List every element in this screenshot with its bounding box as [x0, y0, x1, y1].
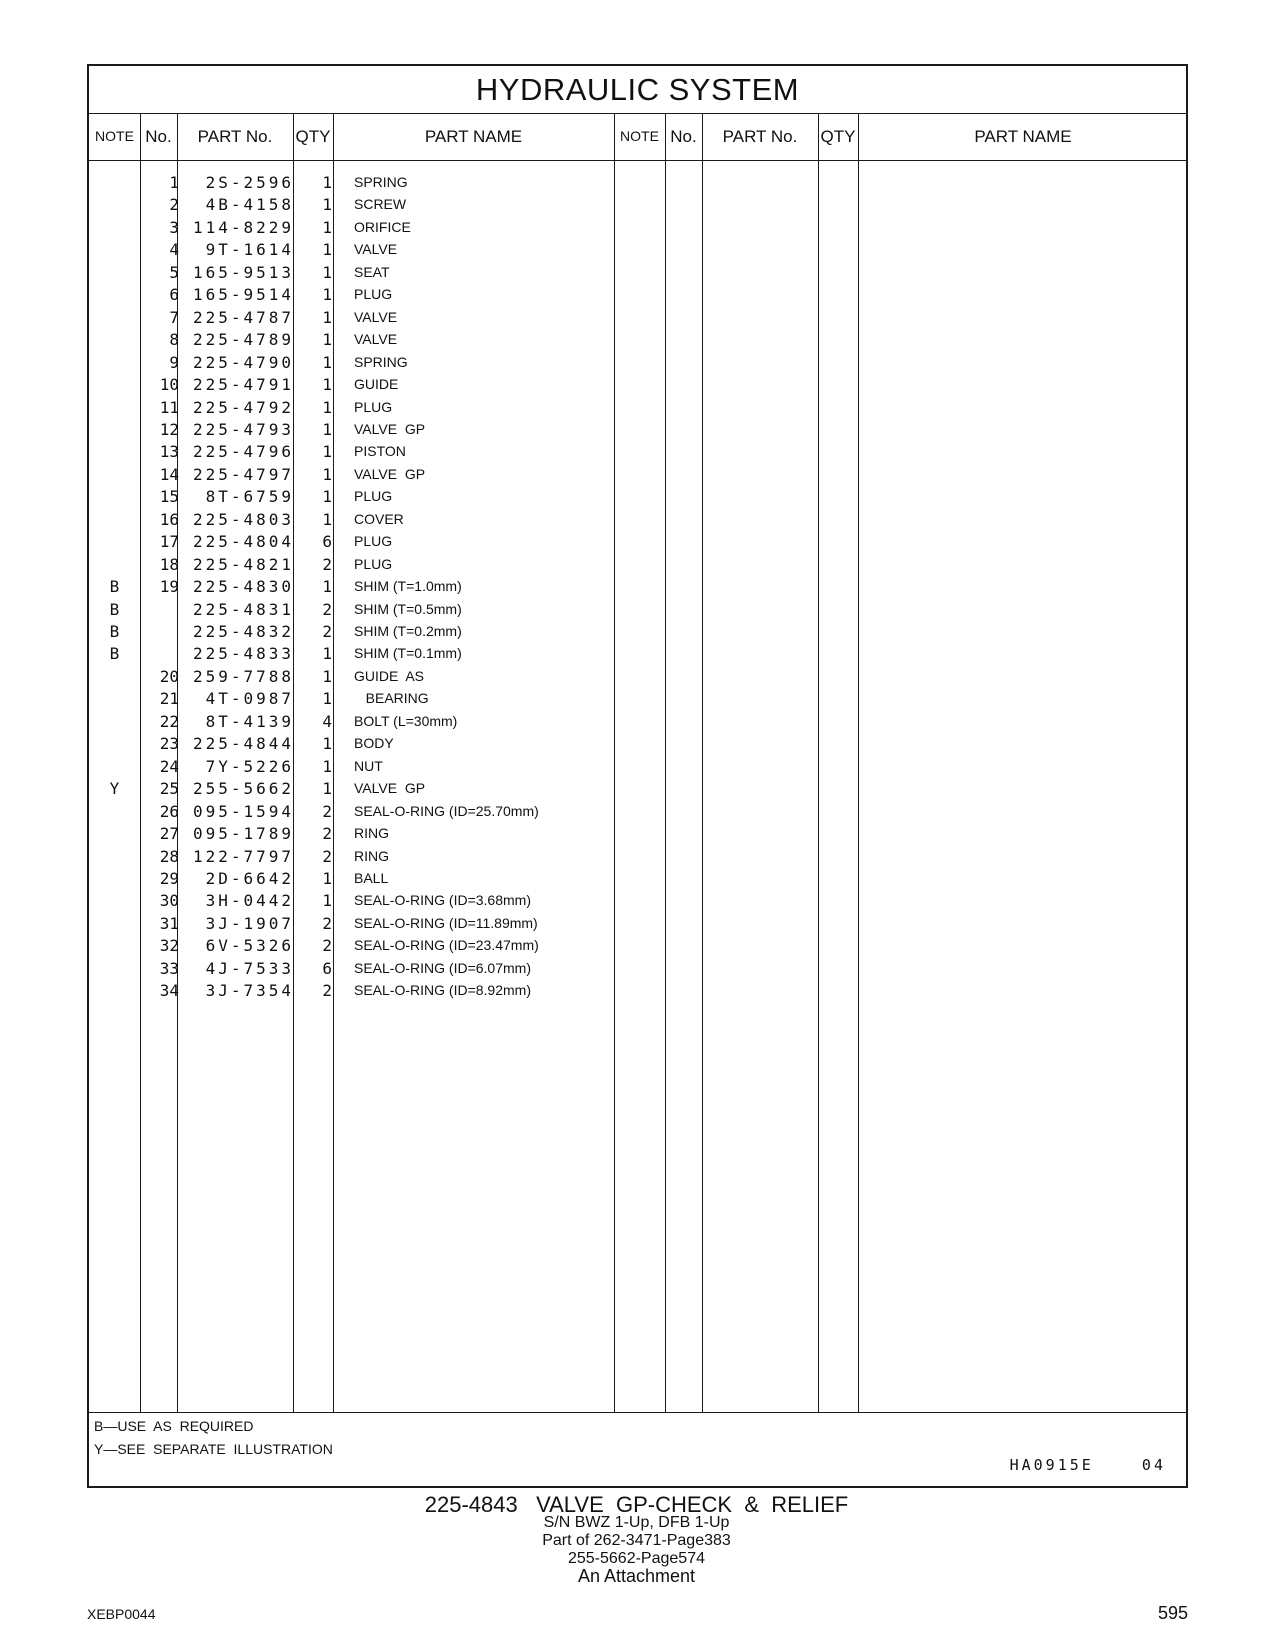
part-name-cell: SEAL-O-RING (ID=3.68mm): [354, 892, 531, 909]
part-name-cell: VALVE: [354, 241, 398, 258]
part-number-cell: 165-9514: [192, 285, 294, 305]
quantity-cell: 1: [322, 487, 332, 507]
table-row: [89, 598, 1186, 621]
quantity-cell: 1: [322, 217, 332, 237]
table-row: [89, 665, 1186, 688]
note-cell: [89, 755, 140, 778]
header-part-no-left: PART No.: [177, 113, 293, 161]
item-number-cell: 26: [159, 801, 179, 821]
item-number-cell: 27: [159, 824, 179, 844]
note-cell: B: [109, 622, 120, 641]
item-number-cell: 33: [159, 958, 179, 978]
item-number-cell: 9: [169, 352, 179, 372]
quantity-cell: 2: [322, 801, 332, 821]
item-number-cell: 21: [159, 689, 179, 709]
note-cell: [89, 979, 140, 1002]
quantity-cell: 1: [322, 419, 332, 439]
part-name-cell: PISTON: [354, 443, 406, 460]
item-number-cell: 16: [159, 509, 179, 529]
table-row: [89, 845, 1186, 868]
header-part-no-right: PART No.: [702, 113, 818, 161]
table-row: [89, 620, 1186, 643]
table-row: [89, 351, 1186, 374]
header-qty-left: QTY: [293, 113, 333, 161]
part-name-cell: PLUG: [354, 286, 393, 303]
table-row: [89, 261, 1186, 284]
note-cell: [89, 216, 140, 239]
note-cell: B: [109, 577, 120, 597]
part-name-cell: GUIDE AS: [354, 667, 425, 684]
note-cell: [89, 171, 140, 194]
item-number-cell: 23: [159, 734, 179, 754]
quantity-cell: 1: [322, 891, 332, 911]
table-row: [89, 373, 1186, 396]
table-row: [89, 171, 1186, 194]
item-number-cell: 17: [159, 532, 179, 552]
quantity-cell: 2: [322, 622, 332, 641]
part-number-cell: 4T-0987: [205, 689, 294, 709]
part-number-cell: 255-5662: [192, 779, 294, 799]
quantity-cell: 1: [322, 352, 332, 372]
note-cell: [89, 283, 140, 306]
quantity-cell: 1: [322, 442, 332, 462]
part-name-cell: SCREW: [354, 196, 407, 213]
table-row: [89, 777, 1186, 800]
item-number-cell: 19: [159, 577, 179, 597]
section-title: HYDRAULIC SYSTEM: [89, 66, 1186, 114]
note-cell: [89, 530, 140, 553]
quantity-cell: 2: [322, 913, 332, 933]
part-name-cell: SEAL-O-RING (ID=23.47mm): [354, 937, 539, 954]
table-row: [89, 508, 1186, 531]
note-cell: [89, 889, 140, 912]
note-cell: [89, 687, 140, 710]
item-number-cell: 5: [169, 262, 179, 282]
item-number-cell: 8: [169, 330, 179, 350]
part-name-cell: SHIM (T=0.5mm): [354, 600, 462, 617]
quantity-cell: 4: [322, 711, 332, 731]
part-of-reference: Part of 262-3471-Page383: [542, 1532, 731, 1549]
item-number-cell: 32: [159, 936, 179, 956]
part-name-cell: BALL: [354, 869, 389, 886]
note-cell: [89, 306, 140, 329]
part-name-cell: BEARING: [354, 690, 429, 707]
item-number-cell: 30: [159, 891, 179, 911]
note-cell: [89, 373, 140, 396]
note-cell: Y: [109, 779, 120, 799]
part-name-cell: VALVE GP: [354, 780, 426, 797]
quantity-cell: 6: [322, 958, 332, 978]
part-name-cell: RING: [354, 847, 389, 864]
note-cell: [89, 463, 140, 486]
item-number-cell: [141, 642, 179, 665]
table-row: [89, 957, 1186, 980]
parts-list-frame: [87, 64, 1188, 1488]
quantity-cell: 1: [322, 756, 332, 776]
part-number-cell: 225-4792: [192, 397, 294, 417]
part-number-cell: 225-4832: [192, 622, 294, 641]
table-row: [89, 979, 1186, 1002]
note-cell: [89, 822, 140, 845]
part-name-cell: PLUG: [354, 533, 393, 550]
part-number-cell: 225-4791: [192, 375, 294, 395]
item-number-cell: 12: [159, 419, 179, 439]
note-cell: [89, 732, 140, 755]
part-name-cell: NUT: [354, 757, 383, 774]
quantity-cell: 1: [322, 240, 332, 260]
quantity-cell: 1: [322, 689, 332, 709]
note-cell: [89, 261, 140, 284]
part-name-cell: SHIM (T=0.2mm): [354, 623, 462, 639]
part-number-cell: 225-4804: [192, 532, 294, 552]
part-number-cell: 2D-6642: [205, 868, 294, 888]
page-reference: 255-5662-Page574: [567, 1550, 705, 1567]
assembly-title: 225-4843 VALVE GP-CHECK & RELIEF: [424, 1492, 849, 1517]
item-number-cell: 2: [169, 195, 179, 215]
part-number-cell: 3H-0442: [205, 891, 294, 911]
note-cell: [89, 351, 140, 374]
part-name-cell: ORIFICE: [354, 218, 411, 235]
part-number-cell: 225-4821: [192, 554, 294, 574]
part-name-cell: VALVE GP: [354, 420, 426, 437]
part-name-cell: VALVE GP: [354, 465, 426, 482]
part-number-cell: 225-4796: [192, 442, 294, 462]
quantity-cell: 1: [322, 644, 332, 664]
table-row: [89, 283, 1186, 306]
note-cell: [89, 665, 140, 688]
quantity-cell: 1: [322, 173, 332, 192]
header-qty-right: QTY: [818, 113, 858, 161]
table-row: [89, 732, 1186, 755]
item-number-cell: 4: [169, 240, 179, 260]
part-number-cell: 8T-6759: [205, 487, 294, 507]
note-cell: [89, 934, 140, 957]
legend-y: Y—SEE SEPARATE ILLUSTRATION: [94, 1441, 333, 1457]
part-number-cell: 7Y-5226: [205, 756, 294, 776]
table-row: [89, 553, 1186, 576]
serial-range: S/N BWZ 1-Up, DFB 1-Up: [543, 1514, 730, 1531]
table-row: [89, 687, 1186, 710]
quantity-cell: 1: [322, 464, 332, 484]
table-row: [89, 912, 1186, 935]
item-number-cell: 24: [159, 756, 179, 776]
table-row: [89, 530, 1186, 553]
quantity-cell: 1: [322, 397, 332, 417]
item-number-cell: 7: [169, 307, 179, 327]
header-part-name-right: PART NAME: [858, 113, 1188, 161]
part-number-cell: 225-4833: [192, 644, 294, 664]
quantity-cell: 1: [322, 577, 332, 597]
part-number-cell: 225-4831: [192, 599, 294, 619]
table-row: [89, 755, 1186, 778]
part-number-cell: 6V-5326: [205, 936, 294, 956]
item-number-cell: 28: [159, 846, 179, 866]
part-name-cell: SEAL-O-RING (ID=8.92mm): [354, 982, 531, 999]
part-number-cell: 259-7788: [192, 666, 294, 686]
part-number-cell: 225-4789: [192, 330, 294, 350]
item-number-cell: 1: [169, 173, 179, 192]
item-number-cell: 18: [159, 554, 179, 574]
part-name-cell: VALVE: [354, 308, 398, 325]
quantity-cell: 1: [322, 330, 332, 350]
quantity-cell: 2: [322, 824, 332, 844]
document-id: XEBP0044: [87, 1606, 156, 1622]
part-number-cell: 165-9513: [192, 262, 294, 282]
item-number-cell: 6: [169, 285, 179, 305]
note-cell: [89, 508, 140, 531]
note-cell: [89, 193, 140, 216]
table-row: [89, 575, 1186, 598]
part-number-cell: 3J-1907: [205, 913, 294, 933]
part-number-cell: 225-4787: [192, 307, 294, 327]
quantity-cell: 1: [322, 285, 332, 305]
part-number-cell: 095-1594: [192, 801, 294, 821]
part-name-cell: SEAL-O-RING (ID=25.70mm): [354, 802, 539, 819]
footer-divider: [89, 1412, 1186, 1413]
quantity-cell: 1: [322, 666, 332, 686]
part-number-cell: 2S-2596: [205, 173, 294, 192]
note-cell: [89, 710, 140, 733]
table-row: [89, 216, 1186, 239]
header-no-right: No.: [665, 113, 702, 161]
note-cell: [89, 957, 140, 980]
quantity-cell: 1: [322, 307, 332, 327]
part-name-cell: GUIDE: [354, 376, 399, 393]
table-row: [89, 440, 1186, 463]
quantity-cell: 1: [322, 779, 332, 799]
quantity-cell: 2: [322, 981, 332, 1001]
table-row: [89, 238, 1186, 261]
note-cell: [89, 440, 140, 463]
table-row: [89, 306, 1186, 329]
part-number-cell: 225-4830: [192, 577, 294, 597]
note-cell: B: [109, 644, 120, 664]
part-name-cell: VALVE: [354, 331, 398, 348]
part-number-cell: 8T-4139: [205, 711, 294, 731]
table-row: [89, 485, 1186, 508]
illustration-code: HA0915E 04: [1009, 1456, 1166, 1474]
note-cell: [89, 238, 140, 261]
quantity-cell: 1: [322, 509, 332, 529]
parts-table-body: [89, 161, 1186, 1476]
quantity-cell: 2: [322, 936, 332, 956]
part-number-cell: 4J-7533: [205, 958, 294, 978]
part-number-cell: 225-4803: [192, 509, 294, 529]
header-note-right: NOTE: [614, 113, 665, 161]
table-row: [89, 822, 1186, 845]
item-number-cell: [141, 620, 179, 643]
item-number-cell: 29: [159, 868, 179, 888]
part-number-cell: 114-8229: [192, 217, 294, 237]
header-note-left: NOTE: [89, 113, 140, 161]
quantity-cell: 2: [322, 554, 332, 574]
part-name-cell: RING: [354, 825, 389, 842]
part-name-cell: SEAL-O-RING (ID=11.89mm): [354, 914, 538, 931]
table-row: [89, 328, 1186, 351]
note-cell: [89, 800, 140, 823]
part-name-cell: SPRING: [354, 174, 408, 190]
table-row: [89, 867, 1186, 890]
part-name-cell: SEAT: [354, 263, 390, 280]
item-number-cell: 22: [159, 711, 179, 731]
part-name-cell: PLUG: [354, 398, 393, 415]
header-part-name-left: PART NAME: [333, 113, 614, 161]
note-cell: [89, 867, 140, 890]
item-number-cell: 25: [159, 779, 179, 799]
quantity-cell: 1: [322, 375, 332, 395]
quantity-cell: 1: [322, 868, 332, 888]
quantity-cell: 6: [322, 532, 332, 552]
item-number-cell: 3: [169, 217, 179, 237]
part-number-cell: 225-4844: [192, 734, 294, 754]
note-cell: [89, 396, 140, 419]
part-number-cell: 225-4790: [192, 352, 294, 372]
note-cell: [89, 845, 140, 868]
quantity-cell: 2: [322, 846, 332, 866]
part-name-cell: PLUG: [354, 488, 393, 505]
item-number-cell: 20: [159, 666, 179, 686]
note-cell: [89, 418, 140, 441]
table-row: [89, 642, 1186, 665]
table-row: [89, 934, 1186, 957]
quantity-cell: 2: [322, 599, 332, 619]
part-number-cell: 9T-1614: [205, 240, 294, 260]
part-number-cell: 122-7797: [192, 846, 294, 866]
item-number-cell: 34: [159, 981, 179, 1001]
quantity-cell: 1: [322, 734, 332, 754]
table-row: [89, 193, 1186, 216]
item-number-cell: 13: [159, 442, 179, 462]
part-number-cell: 3J-7354: [205, 981, 294, 1001]
part-name-cell: PLUG: [354, 555, 393, 572]
part-name-cell: SPRING: [354, 353, 408, 370]
part-number-cell: 225-4793: [192, 419, 294, 439]
part-name-cell: BOLT (L=30mm): [354, 712, 458, 729]
quantity-cell: 1: [322, 195, 332, 215]
part-name-cell: SHIM (T=0.1mm): [354, 645, 462, 662]
item-number-cell: 15: [159, 487, 179, 507]
table-row: [89, 396, 1186, 419]
quantity-cell: 1: [322, 262, 332, 282]
item-number-cell: 14: [159, 464, 179, 484]
part-name-cell: SHIM (T=1.0mm): [354, 578, 462, 595]
note-cell: [89, 912, 140, 935]
page-number: 595: [1157, 1603, 1188, 1623]
table-row: [89, 418, 1186, 441]
header-no-left: No.: [140, 113, 177, 161]
note-cell: [89, 485, 140, 508]
part-name-cell: COVER: [354, 510, 404, 527]
table-row: [89, 710, 1186, 733]
note-cell: B: [109, 599, 120, 619]
item-number-cell: [141, 598, 179, 621]
table-row: [89, 889, 1186, 912]
part-name-cell: SEAL-O-RING (ID=6.07mm): [354, 959, 531, 976]
note-cell: [89, 553, 140, 576]
item-number-cell: 10: [159, 375, 179, 395]
note-cell: [89, 328, 140, 351]
part-number-cell: 095-1789: [192, 824, 294, 844]
part-number-cell: 4B-4158: [205, 195, 294, 215]
legend-b: B—USE AS REQUIRED: [94, 1418, 254, 1434]
part-name-cell: BODY: [354, 735, 394, 752]
item-number-cell: 11: [159, 397, 179, 417]
item-number-cell: 31: [159, 913, 179, 933]
table-row: [89, 800, 1186, 823]
attachment-note: An Attachment: [577, 1566, 696, 1586]
table-row: [89, 463, 1186, 486]
part-number-cell: 225-4797: [192, 464, 294, 484]
